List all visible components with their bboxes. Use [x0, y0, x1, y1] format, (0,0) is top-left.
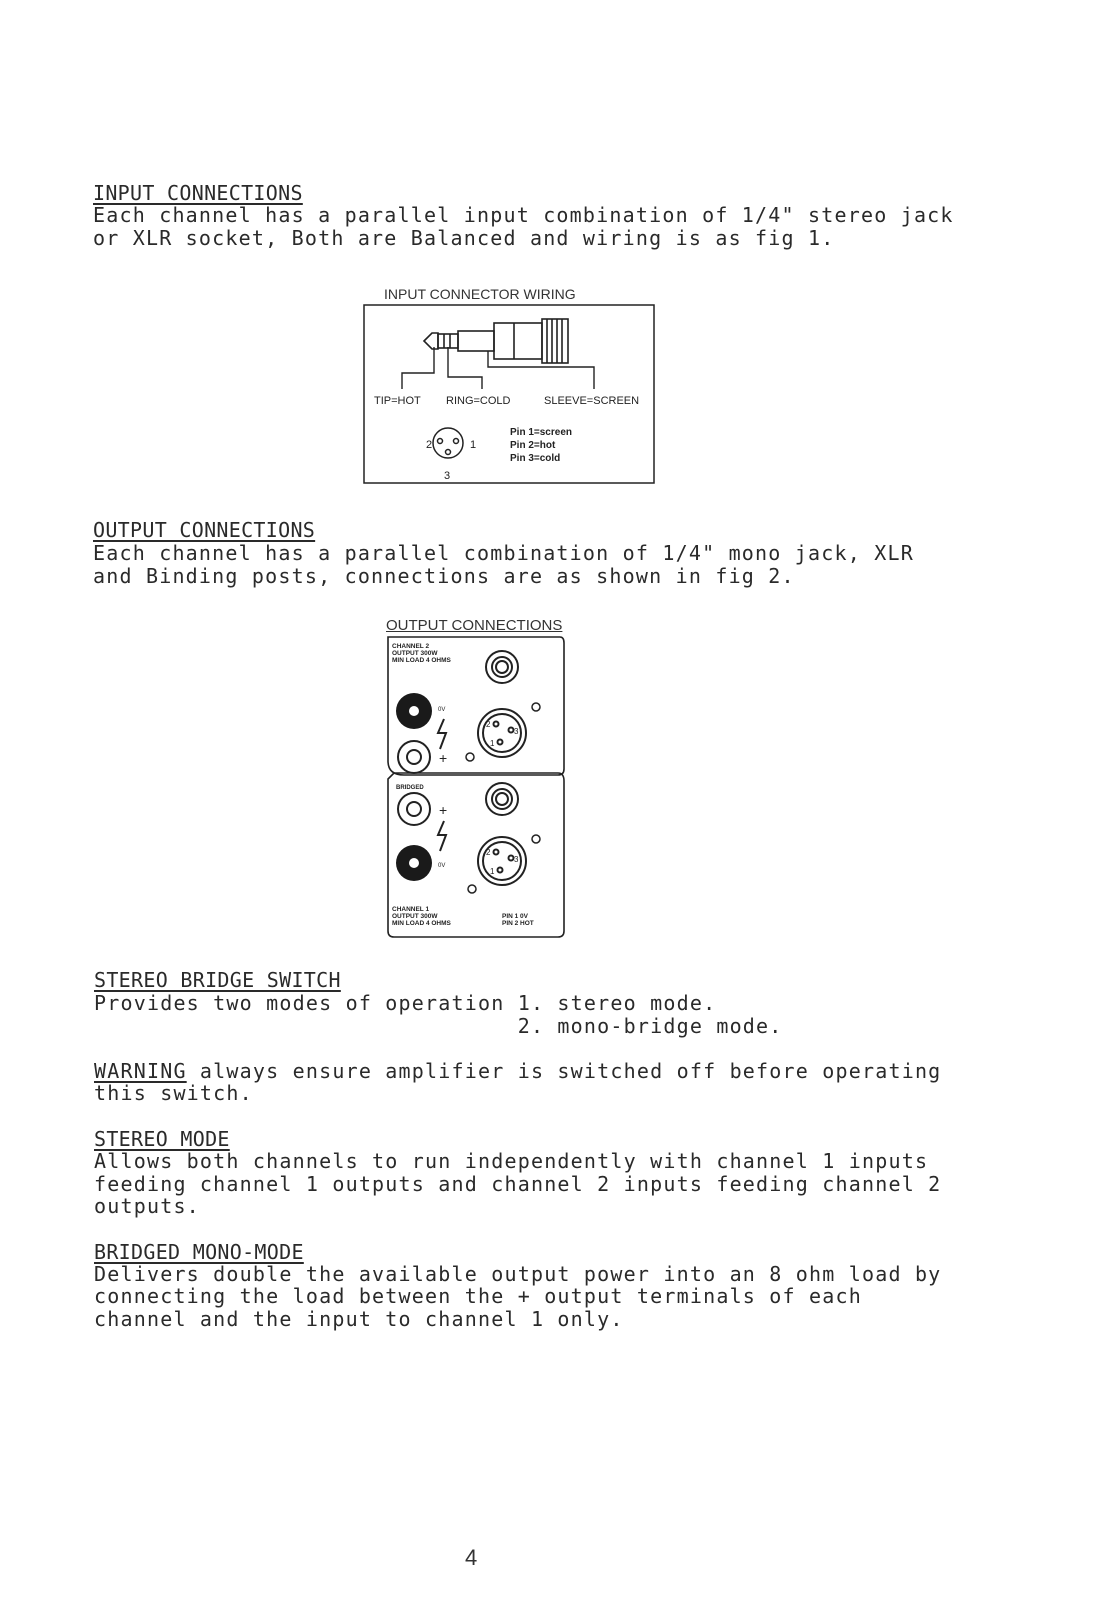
stereo-mode-heading: STEREO MODE [94, 1127, 230, 1151]
ch2-jack-socket-icon [486, 651, 518, 683]
ch2-plus-label: + [439, 750, 448, 766]
ch1-label-2: OUTPUT 300W [392, 913, 438, 920]
ch2-xlr-1: 1 [490, 739, 495, 748]
ch2-label-1: CHANNEL 2 [392, 643, 430, 650]
ch2-label-2: OUTPUT 300W [392, 650, 438, 657]
ch2-xlr-3: 3 [514, 727, 519, 736]
ch1-xlr-3: 3 [514, 855, 519, 864]
output-connections-line-2: and Binding posts, connections are as shown in fig 2. [93, 564, 795, 588]
page-number: 4 [465, 1545, 478, 1570]
warning-label: WARNING [94, 1059, 187, 1083]
ch1-label-1: CHANNEL 1 [392, 906, 430, 913]
ch2-label-3: MIN LOAD 4 OHMS [392, 657, 451, 664]
fig1-title: INPUT CONNECTOR WIRING [384, 286, 576, 302]
bridge-line-1: Provides two modes of operation 1. stereo mode. [94, 991, 717, 1015]
output-connections-heading: OUTPUT CONNECTIONS [93, 518, 316, 542]
ch1-warning-bolt-icon [438, 821, 446, 851]
input-connections-line-2: or XLR socket, Both are Balanced and wiring is as fig 1. [93, 226, 835, 250]
ch2-0v-label: 0V [438, 707, 446, 713]
fig2-title: OUTPUT CONNECTIONS [386, 617, 563, 634]
ch1-jack-socket-icon [486, 783, 518, 815]
ch1-xlr-socket-icon [478, 837, 526, 885]
ch2-xlr-2: 2 [486, 720, 491, 729]
output-connections-line-1: Each channel has a parallel combination of 1/4" mono jack, XLR [93, 541, 914, 565]
pin3-cold-label: Pin 3=cold [510, 453, 561, 464]
tip-hot-label: TIP=HOT [374, 395, 421, 407]
ch2-red-binding-post-icon [398, 741, 430, 773]
ch1-plus-label: + [439, 802, 448, 818]
stereo-line-1: Allows both channels to run independently with channel 1 inputs [94, 1149, 929, 1173]
ch1-label-3: MIN LOAD 4 OHMS [392, 920, 451, 927]
bridged-line-1: Delivers double the available output power into an 8 ohm load by [94, 1262, 942, 1286]
ch1-black-binding-post-icon [396, 845, 432, 881]
xlr-socket-icon [433, 428, 463, 458]
stereo-line-3: outputs. [94, 1194, 200, 1218]
stereo-line-2: feeding channel 1 outputs and channel 2 inputs feeding channel 2 [94, 1172, 942, 1196]
warning-text: always ensure amplifier is switched off before operating [186, 1059, 942, 1083]
ring-cold-label: RING=COLD [446, 395, 511, 407]
stereo-jack-plug-icon [424, 319, 568, 363]
ch2-black-binding-post-icon [396, 693, 432, 729]
ch1-red-binding-post-icon [398, 793, 430, 825]
xlr-pin-1-label: 1 [470, 439, 477, 451]
pin1-0v-label: PIN 1 0V [502, 913, 529, 920]
bridged-line-2: connecting the load between the + output terminals of each [94, 1284, 862, 1308]
sleeve-screen-label: SLEEVE=SCREEN [544, 395, 640, 407]
input-connector-wiring-figure [362, 303, 662, 485]
ch1-0v-label: 0V [438, 863, 446, 869]
bridged-line-3: channel and the input to channel 1 only. [94, 1307, 624, 1331]
stereo-bridge-switch-heading: STEREO BRIDGE SWITCH [94, 968, 341, 992]
bridged-mono-mode-heading: BRIDGED MONO-MODE [94, 1240, 304, 1264]
pin2-hot-label: PIN 2 HOT [502, 920, 534, 927]
warning-line-1 [94, 1060, 941, 1083]
bridge-line-2: 2. mono-bridge mode. [94, 1014, 783, 1038]
ch1-xlr-2: 2 [486, 848, 491, 857]
pin1-screen-label: Pin 1=screen [510, 427, 572, 438]
bridged-label: BRIDGED [396, 785, 424, 791]
input-connections-line-1: Each channel has a parallel input combination of 1/4" stereo jack [93, 203, 954, 227]
xlr-pin-2-label: 2 [426, 439, 433, 451]
warning-line-2: this switch. [94, 1081, 253, 1105]
xlr-pin-3-label: 3 [444, 470, 451, 482]
input-connections-heading: INPUT CONNECTIONS [93, 181, 303, 205]
ch2-xlr-socket-icon [478, 709, 526, 757]
pin2-hot-label: Pin 2=hot [510, 440, 556, 451]
ch1-xlr-1: 1 [490, 867, 495, 876]
ch2-warning-bolt-icon [438, 719, 446, 749]
output-connections-figure [384, 633, 568, 941]
